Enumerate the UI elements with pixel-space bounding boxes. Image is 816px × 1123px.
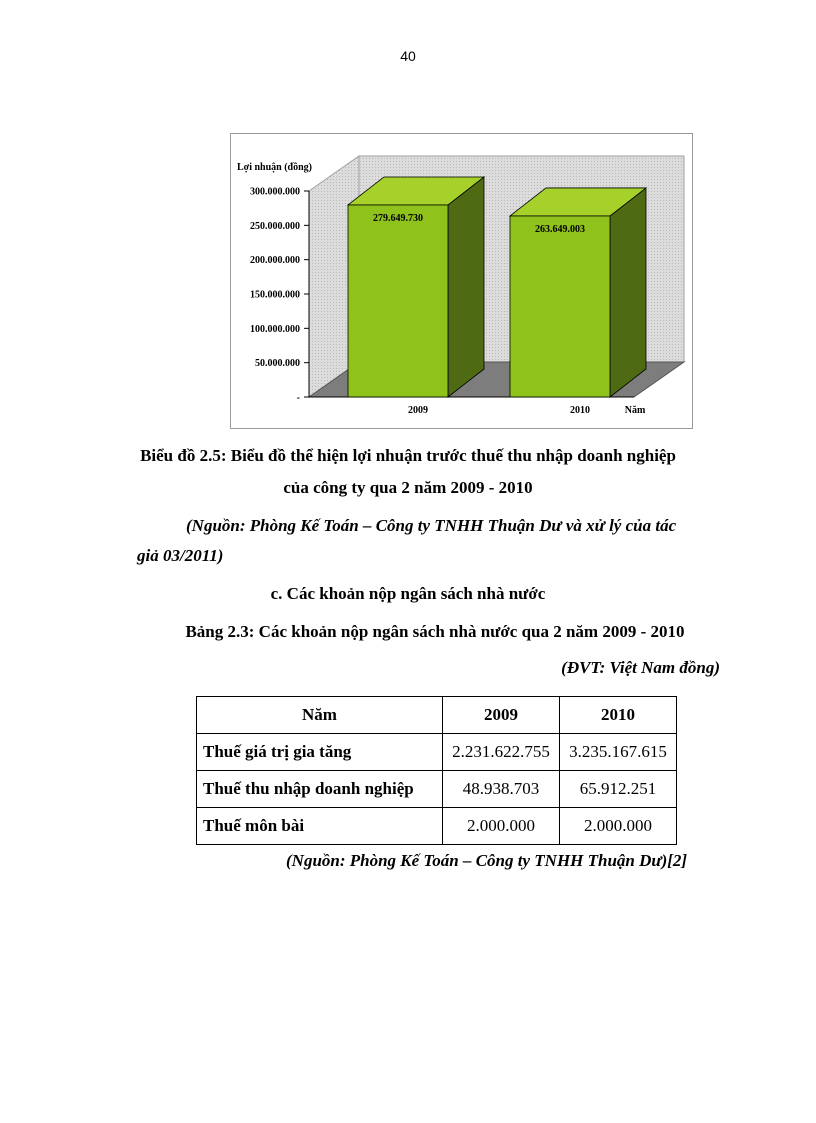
y-tick-label: 250.000.000 [250, 220, 300, 232]
table-header-row [197, 697, 677, 734]
cell-2010: 3.235.167.615 [560, 734, 677, 771]
row-label: Thuế giá trị gia tăng [197, 734, 443, 771]
profit-chart-svg [231, 134, 692, 428]
bar-value-label: 279.649.730 [373, 212, 423, 224]
chart-source-line2: giả 03/2011) [137, 546, 224, 565]
row-label: Thuế môn bài [197, 808, 443, 845]
chart-caption-line2: của công ty qua 2 năm 2009 - 2010 [283, 478, 533, 497]
bar-side [448, 177, 484, 397]
bar-2009 [348, 205, 448, 397]
x-tick-label: 2009 [408, 405, 428, 416]
chart-source-line1: (Nguồn: Phòng Kế Toán – Công ty TNHH Thuận Dư và xử lý của tác [186, 516, 677, 535]
header-2010: 2010 [560, 697, 677, 734]
table-source: (Nguồn: Phòng Kế Toán – Công ty TNHH Thuận Dư)[2] [286, 851, 688, 870]
y-tick-label: 100.000.000 [250, 323, 300, 335]
page-number: 40 [400, 48, 416, 64]
table-row [197, 808, 677, 845]
cell-2009: 2.000.000 [443, 808, 560, 845]
bar-2010 [510, 216, 610, 397]
header-2009: 2009 [443, 697, 560, 734]
x-axis-title: Năm [624, 405, 646, 416]
y-tick-label: 150.000.000 [250, 289, 300, 301]
tax-table [196, 696, 677, 845]
y-tick-label: 50.000.000 [255, 358, 300, 370]
table-row [197, 771, 677, 808]
table-title: Bảng 2.3: Các khoản nộp ngân sách nhà nước qua 2 năm 2009 - 2010 [185, 622, 685, 641]
y-axis-title: Lợi nhuận (đồng) [237, 162, 313, 173]
header-year: Năm [197, 697, 443, 734]
profit-chart [230, 133, 693, 429]
y-tick-label: - [296, 392, 300, 404]
cell-2009: 2.231.622.755 [443, 734, 560, 771]
y-tick-label: 200.000.000 [250, 255, 300, 267]
bar-side [610, 188, 646, 397]
cell-2009: 48.938.703 [443, 771, 560, 808]
cell-2010: 2.000.000 [560, 808, 677, 845]
section-heading: c. Các khoản nộp ngân sách nhà nước [270, 584, 546, 603]
y-tick-label: 300.000.000 [250, 186, 300, 198]
x-tick-label: 2010 [570, 405, 590, 416]
table-unit: (ĐVT: Việt Nam đồng) [561, 658, 720, 677]
bar-value-label: 263.649.003 [535, 223, 585, 235]
table-row [197, 734, 677, 771]
chart-caption-line1: Biểu đồ 2.5: Biểu đồ thể hiện lợi nhuận trước thuế thu nhập doanh nghiệp [140, 446, 676, 465]
cell-2010: 65.912.251 [560, 771, 677, 808]
row-label: Thuế thu nhập doanh nghiệp [197, 771, 443, 808]
